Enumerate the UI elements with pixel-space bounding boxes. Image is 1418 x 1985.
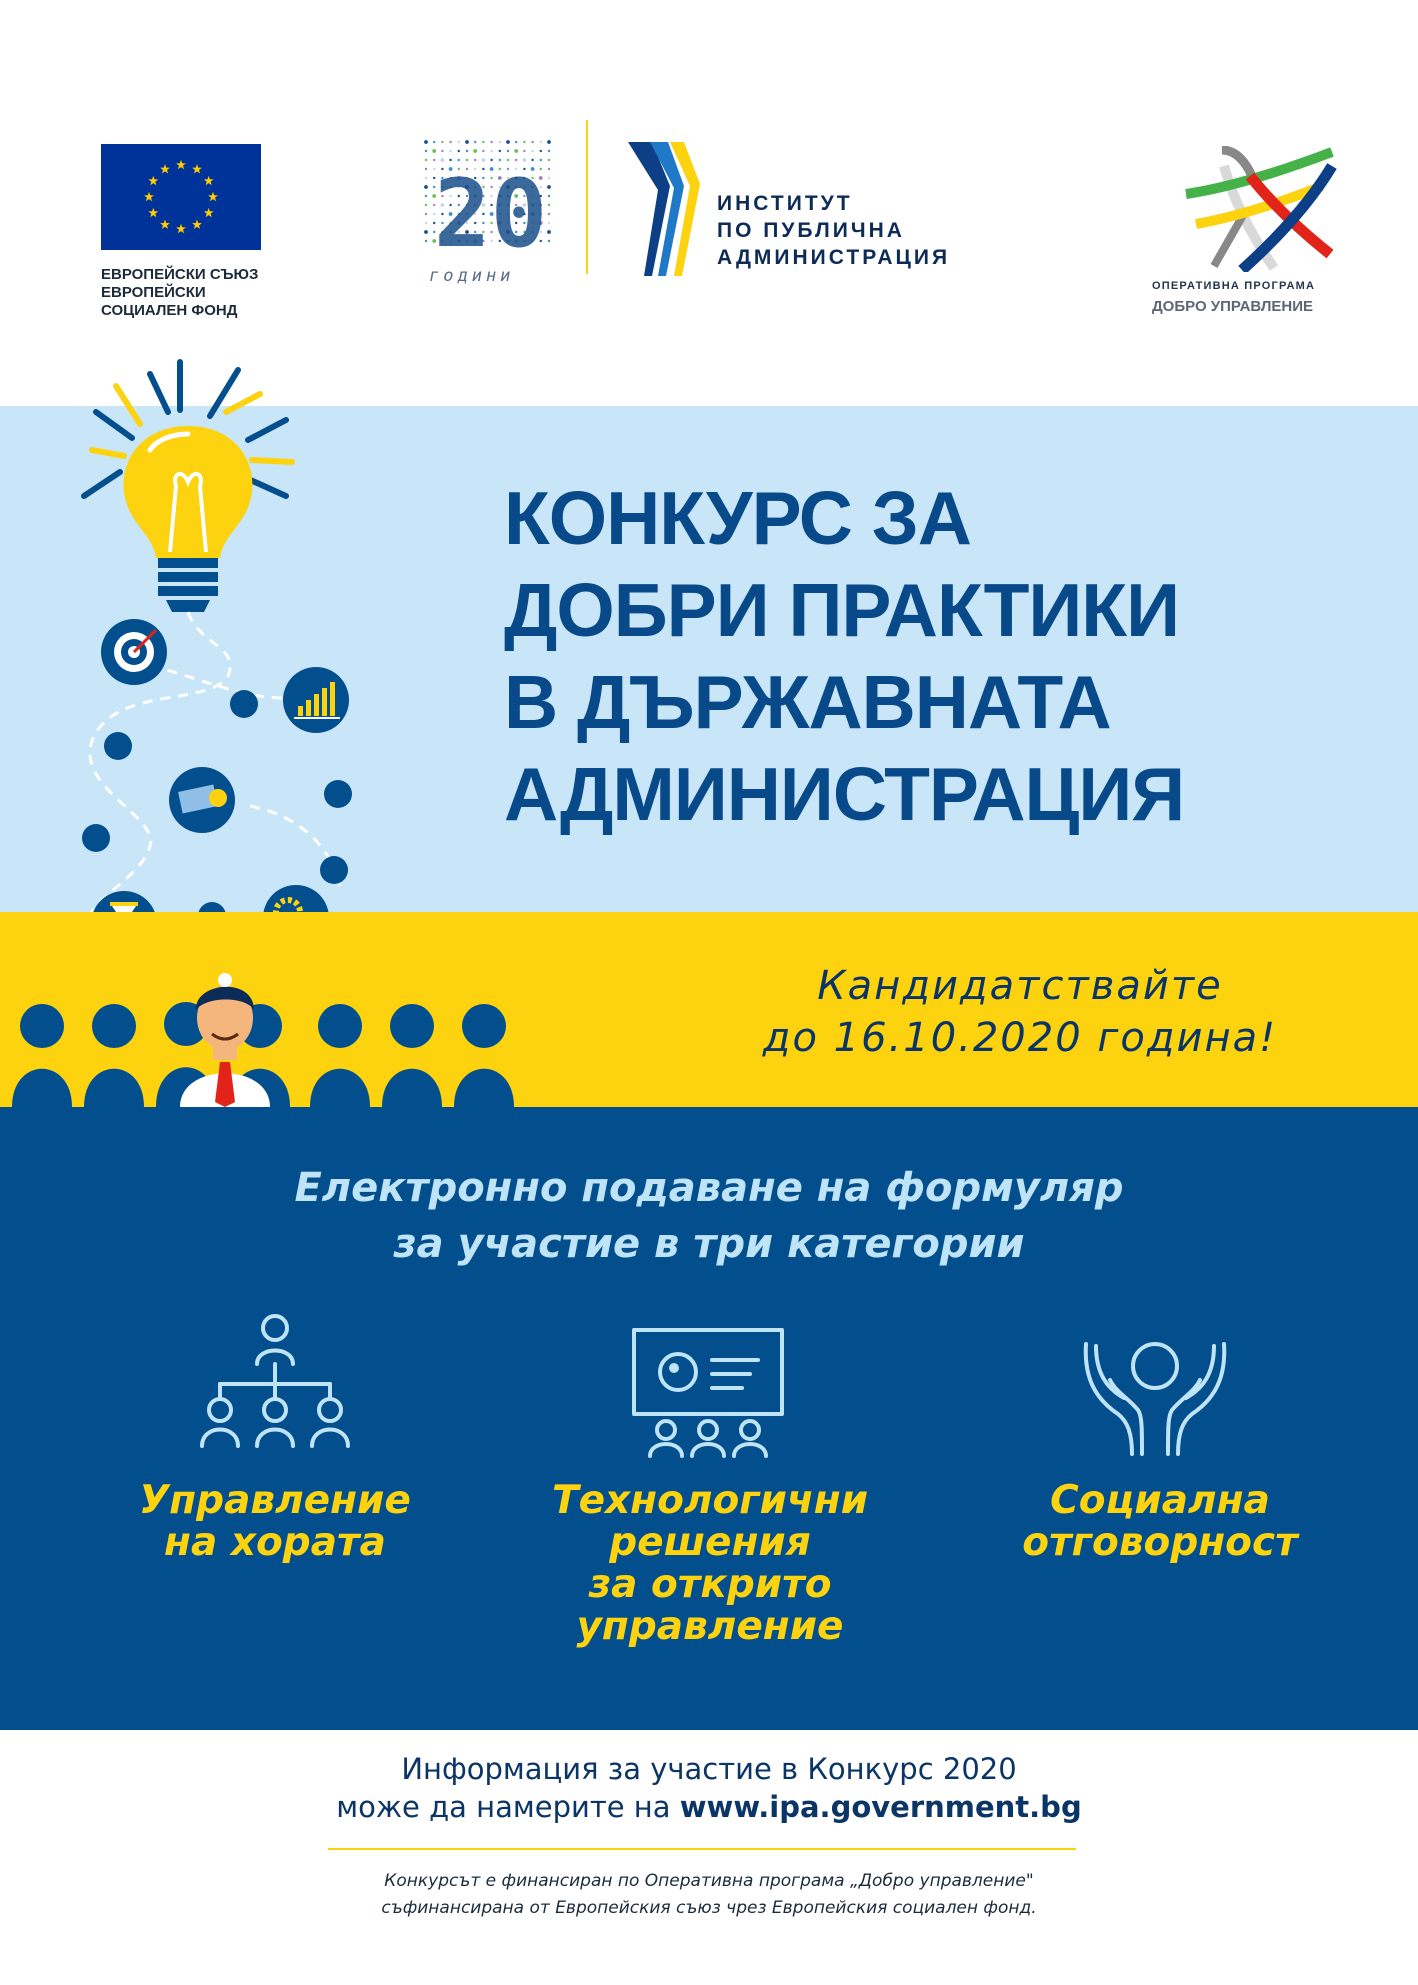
eu-caption [101, 266, 361, 320]
grid-dot [523, 141, 525, 143]
grid-dot [523, 150, 525, 152]
grid-dot [441, 150, 443, 152]
grid-dot [515, 141, 517, 143]
competition-title [504, 472, 1384, 840]
category-label-line: отговорност [1022, 1520, 1298, 1565]
category-label-line: Технологични [551, 1478, 869, 1523]
cta-line: до 16.10.2020 година! [762, 1015, 1278, 1061]
grid-dot [506, 140, 510, 144]
grid-dot [458, 141, 460, 143]
grid-dot [424, 140, 428, 144]
grid-dot [473, 149, 477, 153]
anniversary-number: 20 [434, 160, 548, 264]
info-line2-prefix: може да намерите на [336, 1790, 671, 1824]
categories-heading [159, 1160, 1259, 1272]
grid-dot [458, 150, 460, 152]
grid-dot [424, 230, 428, 234]
grid-dot [425, 150, 427, 152]
info-line2 [159, 1788, 1259, 1826]
grid-dot [548, 177, 550, 179]
grid-dot [499, 150, 501, 152]
presentation-icon [628, 1326, 788, 1458]
grid-dot [433, 141, 435, 143]
grid-dot [425, 222, 427, 224]
grid-dot [548, 204, 550, 206]
grid-dot [490, 150, 492, 152]
anniversary-20-logo [420, 136, 560, 264]
category-label-line: Социална [1050, 1478, 1270, 1523]
category-label-line: управление [576, 1604, 844, 1649]
grid-dot [547, 140, 551, 144]
grid-dot [548, 168, 550, 170]
eu-flag-logo [101, 144, 261, 250]
institute-name [717, 190, 1047, 271]
grid-dot [548, 150, 550, 152]
category-label-line: Управление [139, 1478, 411, 1523]
grid-dot [449, 150, 451, 152]
grid-dot [425, 168, 427, 170]
header-divider [586, 120, 588, 274]
apply-call-to-action [760, 960, 1280, 1064]
grid-dot [474, 141, 476, 143]
grid-dot [490, 141, 492, 143]
grid-dot [424, 185, 428, 189]
category-label-social [960, 1480, 1360, 1564]
grid-dot [547, 185, 551, 189]
funding-line: Конкурсът е финансиран по Оперативна програма „Добро управление" [384, 1871, 1034, 1891]
grid-dot [531, 141, 533, 143]
title-line: АДМИНИСТРАЦИЯ [504, 752, 1185, 836]
info-line1: Информация за участие в Конкурс 2020 [401, 1752, 1017, 1786]
category-label-line: решения [609, 1520, 811, 1565]
eu-caption-line: ЕВРОПЕЙСКИ СЪЮЗ [101, 266, 259, 283]
footer-divider [328, 1848, 1076, 1850]
title-line: КОНКУРС ЗА [504, 476, 971, 560]
crowd-illustration [0, 912, 540, 1107]
institute-name-line: ИНСТИТУТ [717, 192, 853, 215]
grid-dot [425, 213, 427, 215]
grid-dot [540, 141, 542, 143]
eu-caption-line: ЕВРОПЕЙСКИ [101, 284, 206, 301]
grid-dot [449, 141, 451, 143]
categories-heading-line: Електронно подаване на формуляр [294, 1165, 1124, 1211]
grid-dot [507, 150, 509, 152]
title-line: ДОБРИ ПРАКТИКИ [504, 568, 1179, 652]
website-link[interactable]: www.ipa.government.bg [679, 1790, 1082, 1824]
participation-info [159, 1750, 1259, 1826]
anniversary-word: години [429, 266, 515, 286]
grid-dot [432, 149, 436, 153]
programme-line2: ДОБРО УПРАВЛЕНИЕ [1152, 298, 1314, 315]
good-governance-programme-logo [1182, 146, 1342, 272]
grid-dot [514, 149, 518, 153]
grid-dot [482, 141, 484, 143]
grid-dot [540, 150, 542, 152]
ipa-emblem-logo [626, 140, 706, 278]
grid-dot [531, 150, 533, 152]
grid-dot [548, 222, 550, 224]
category-label-technology [510, 1480, 910, 1648]
funding-line: съфинансирана от Европейския съюз чрез Европейския социален фонд. [381, 1898, 1037, 1918]
grid-dot [548, 240, 550, 242]
grid-dot [548, 213, 550, 215]
funding-note [200, 1868, 1218, 1922]
org-chart-icon [190, 1310, 360, 1458]
category-label-line: на хората [164, 1520, 386, 1565]
title-line: В ДЪРЖАВНАТА [504, 660, 1111, 744]
grid-dot [548, 195, 550, 197]
grid-dot [482, 150, 484, 152]
category-label-line: за открито [588, 1562, 832, 1607]
institute-name-line: АДМИНИСТРАЦИЯ [717, 246, 951, 269]
grid-dot [548, 159, 550, 161]
programme-line1: ОПЕРАТИВНА ПРОГРАМА [1152, 280, 1316, 292]
grid-dot [547, 230, 551, 234]
grid-dot [499, 141, 501, 143]
hands-person-icon [1080, 1336, 1230, 1458]
grid-dot [425, 240, 427, 242]
grid-dot [425, 159, 427, 161]
grid-dot [425, 204, 427, 206]
eu-caption-line: СОЦИАЛЕН ФОНД [101, 302, 238, 319]
institute-name-line: ПО ПУБЛИЧНА [717, 219, 905, 242]
grid-dot [465, 140, 469, 144]
grid-dot [441, 141, 443, 143]
grid-dot [425, 195, 427, 197]
categories-heading-line: за участие в три категории [393, 1221, 1025, 1267]
cta-line: Кандидатствайте [817, 963, 1223, 1009]
grid-dot [425, 177, 427, 179]
category-label-people [95, 1480, 455, 1564]
grid-dot [466, 150, 468, 152]
